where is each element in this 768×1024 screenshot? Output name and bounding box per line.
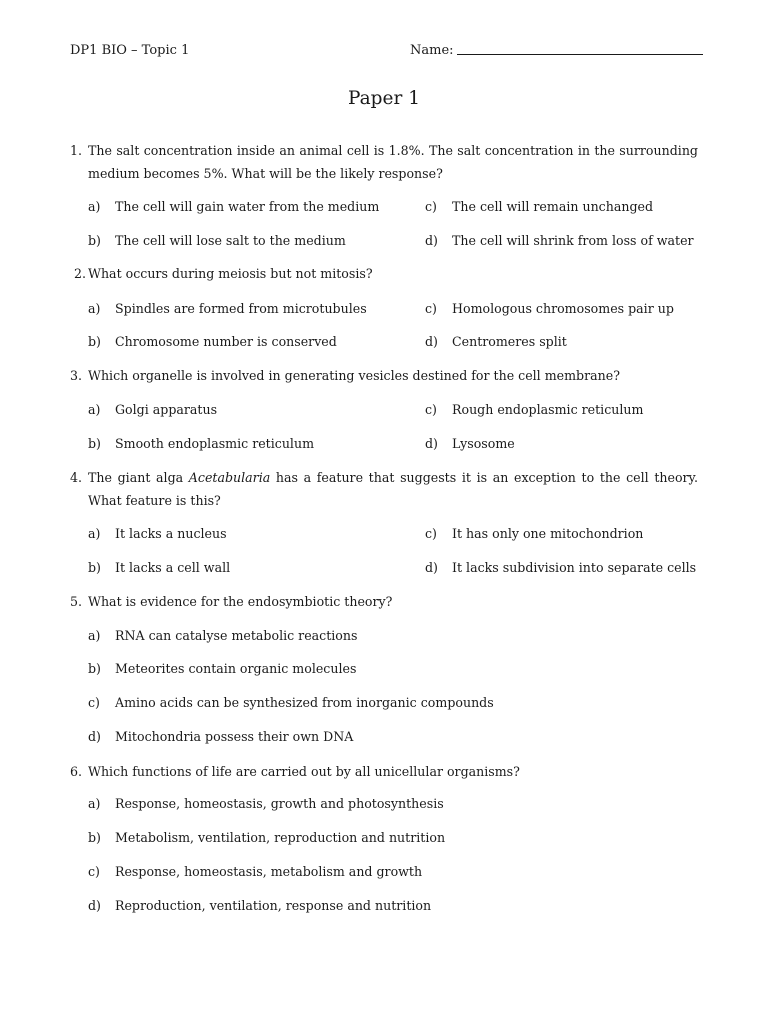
option-letter: c) bbox=[425, 526, 437, 541]
question-number: 6. bbox=[70, 764, 83, 779]
option-letter: c) bbox=[88, 695, 100, 710]
option-text: The cell will remain unchanged bbox=[452, 199, 654, 214]
option-text: The cell will lose salt to the medium bbox=[115, 233, 346, 248]
option-text: RNA can catalyse metabolic reactions bbox=[115, 628, 358, 643]
option-letter: a) bbox=[88, 796, 101, 811]
option-text: It lacks a nucleus bbox=[115, 526, 227, 541]
option-letter: b) bbox=[88, 661, 101, 676]
option-letter: c) bbox=[88, 864, 100, 879]
option-letter: d) bbox=[88, 898, 101, 913]
option-text: Reproduction, ventilation, response and nutrition bbox=[115, 898, 432, 913]
option-text: The cell will gain water from the medium bbox=[115, 199, 380, 214]
question-number: 2. bbox=[74, 266, 87, 281]
question-3 bbox=[70, 364, 698, 387]
option-letter: d) bbox=[425, 334, 438, 349]
option-text: The cell will shrink from loss of water bbox=[452, 233, 694, 248]
course-header: DP1 BIO – Topic 1 bbox=[70, 43, 190, 58]
option-text: Smooth endoplasmic reticulum bbox=[115, 436, 315, 451]
option-text: Spindles are formed from microtubules bbox=[115, 301, 367, 316]
name-label: Name: bbox=[410, 43, 454, 58]
option-letter: b) bbox=[88, 334, 101, 349]
option-text: Centromeres split bbox=[452, 334, 567, 349]
option-text: Homologous chromosomes pair up bbox=[452, 301, 674, 316]
page-title: Paper 1 bbox=[348, 88, 420, 109]
question-stem: The salt concentration inside an animal cell is 1.8%. The salt concentration in the surrounding medium becomes 5%. What will be the likely response? bbox=[88, 143, 698, 181]
option-letter: a) bbox=[88, 199, 101, 214]
option-text: Lysosome bbox=[452, 436, 515, 451]
option-text: Meteorites contain organic molecules bbox=[115, 661, 357, 676]
option-letter: c) bbox=[425, 199, 437, 214]
option-letter: a) bbox=[88, 402, 101, 417]
question-stem bbox=[88, 466, 698, 512]
option-text: Golgi apparatus bbox=[115, 402, 218, 417]
option-letter: a) bbox=[88, 628, 101, 643]
option-text: Response, homeostasis, growth and photosynthesis bbox=[115, 796, 444, 811]
option-letter: b) bbox=[88, 436, 101, 451]
name-blank-line bbox=[457, 53, 703, 55]
question-4 bbox=[70, 466, 698, 512]
option-text: Metabolism, ventilation, reproduction and nutrition bbox=[115, 830, 446, 845]
option-text: Rough endoplasmic reticulum bbox=[452, 402, 644, 417]
option-letter: c) bbox=[425, 402, 437, 417]
option-letter: d) bbox=[425, 560, 438, 575]
question-stem: Which organelle is involved in generating vesicles destined for the cell membrane? bbox=[88, 368, 620, 383]
option-text: Amino acids can be synthesized from inorganic compounds bbox=[115, 695, 494, 710]
option-letter: b) bbox=[88, 233, 101, 248]
name-field bbox=[410, 43, 703, 58]
question-5 bbox=[70, 590, 698, 613]
question-stem: What is evidence for the endosymbiotic theory? bbox=[88, 594, 393, 609]
stem-text: has a feature that suggests it is an exception to the cell theory. What feature is this? bbox=[88, 470, 698, 508]
stem-text: The giant alga bbox=[88, 470, 189, 485]
question-stem: What occurs during meiosis but not mitosis? bbox=[88, 266, 373, 281]
question-stem: Which functions of life are carried out by all unicellular organisms? bbox=[88, 764, 520, 779]
option-text: Chromosome number is conserved bbox=[115, 334, 337, 349]
option-text: Mitochondria possess their own DNA bbox=[115, 729, 354, 744]
option-letter: a) bbox=[88, 301, 101, 316]
question-number: 1. bbox=[70, 143, 83, 158]
option-letter: d) bbox=[425, 436, 438, 451]
option-text: Response, homeostasis, metabolism and growth bbox=[115, 864, 423, 879]
option-text: It lacks subdivision into separate cells bbox=[452, 560, 697, 575]
question-1 bbox=[70, 139, 698, 185]
option-text: It has only one mitochondrion bbox=[452, 526, 644, 541]
option-text: It lacks a cell wall bbox=[115, 560, 231, 575]
question-number: 5. bbox=[70, 594, 83, 609]
option-letter: a) bbox=[88, 526, 101, 541]
species-name: Acetabularia bbox=[188, 470, 271, 485]
question-2 bbox=[70, 262, 698, 285]
question-number: 3. bbox=[70, 368, 83, 383]
question-6 bbox=[70, 760, 698, 783]
option-letter: b) bbox=[88, 560, 101, 575]
option-letter: d) bbox=[88, 729, 101, 744]
option-letter: b) bbox=[88, 830, 101, 845]
question-number: 4. bbox=[70, 470, 83, 485]
option-letter: d) bbox=[425, 233, 438, 248]
option-letter: c) bbox=[425, 301, 437, 316]
